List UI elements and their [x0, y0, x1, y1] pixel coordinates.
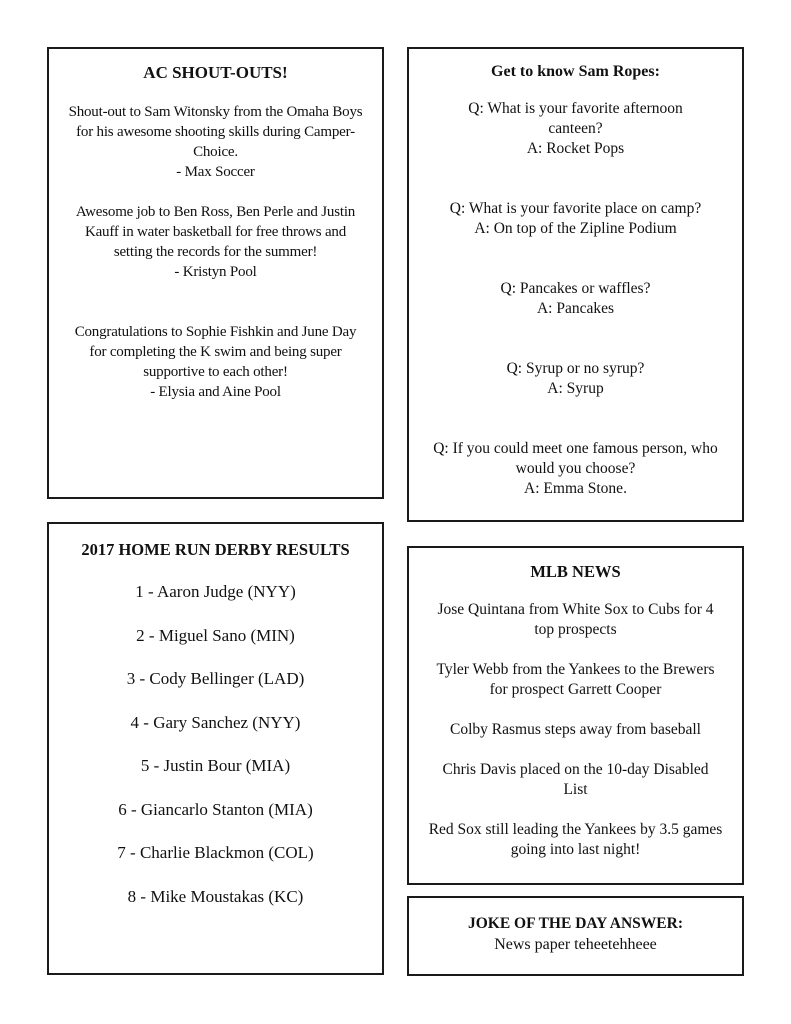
shoutout-line: Congratulations to Sophie Fishkin and June Day [74, 324, 357, 340]
news-line: top prospects [534, 621, 617, 638]
derby-result: 8 - Mike Moustakas (KC) [127, 886, 304, 906]
derby-result: 2 - Miguel Sano (MIN) [136, 625, 295, 645]
news-line: Chris Davis placed on the 10-day Disabled [442, 761, 709, 778]
mlb-news-box [407, 546, 744, 885]
question-line: Q: What is your favorite afternoon [468, 100, 683, 117]
shoutout-line: supportive to each other! [143, 364, 288, 380]
shoutout-line: Kauff in water basketball for free throws and [84, 224, 347, 240]
news-item [410, 760, 741, 800]
shoutout-line: Shout-out to Sam Witonsky from the Omaha Boys [68, 104, 363, 120]
derby-result: 6 - Giancarlo Stanton (MIA) [118, 799, 313, 819]
shoutout-entry [50, 322, 381, 402]
joke-box [407, 896, 744, 976]
answer: A: Pancakes [536, 300, 615, 317]
mlb-news-body [409, 600, 742, 860]
derby-result: 3 - Cody Bellinger (LAD) [126, 669, 305, 688]
shoutout-line: for completing the K swim and being super [89, 344, 342, 360]
news-line: Red Sox still leading the Yankees by 3.5 games [428, 821, 723, 838]
derby-result: 5 - Justin Bour (MIA) [140, 756, 291, 775]
qa-item [410, 99, 741, 159]
answer: A: Syrup [547, 380, 604, 397]
news-line: for prospect Garrett Cooper [489, 681, 662, 698]
news-line: List [563, 781, 588, 798]
qa-item [410, 279, 741, 319]
qa-item [410, 439, 741, 499]
derby-results-list [49, 582, 382, 930]
question-line: Q: If you could meet one famous person, who [433, 440, 718, 457]
derby-result: 4 - Gary Sanchez (NYY) [130, 712, 301, 732]
joke-title: JOKE OF THE DAY ANSWER: [467, 915, 684, 932]
question-line: Q: What is your favorite place on camp? [449, 200, 702, 217]
question-line: Q: Pancakes or waffles? [500, 280, 651, 297]
question-line: Q: Syrup or no syrup? [506, 360, 645, 377]
question-line: would you choose? [515, 460, 636, 477]
shoutouts-box [47, 47, 384, 499]
news-line: Tyler Webb from the Yankees to the Brewers [436, 661, 715, 678]
news-line: going into last night! [510, 841, 641, 858]
shoutout-signature: - Max Soccer [176, 164, 255, 180]
shoutout-signature: - Elysia and Aine Pool [150, 384, 281, 400]
news-line: Jose Quintana from White Sox to Cubs for 4 [437, 601, 714, 618]
derby-result: 1 - Aaron Judge (NYY) [135, 582, 296, 601]
derby-box [47, 522, 384, 975]
news-item [410, 820, 741, 860]
derby-result: 7 - Charlie Blackmon (COL) [117, 843, 314, 862]
shoutout-entry [50, 102, 381, 182]
ropes-body [409, 99, 742, 499]
shoutouts-title: AC SHOUT-OUTS! [143, 63, 288, 82]
shoutout-entry [50, 202, 381, 282]
ropes-title: Get to know Sam Ropes: [491, 63, 660, 80]
mlb-news-title: MLB NEWS [530, 562, 621, 581]
news-line: Colby Rasmus steps away from baseball [450, 721, 701, 738]
news-item [410, 660, 741, 700]
qa-item [410, 359, 741, 399]
shoutouts-body [49, 102, 382, 402]
ropes-box [407, 47, 744, 522]
shoutout-signature: - Kristyn Pool [174, 264, 257, 280]
answer: A: On top of the Zipline Podium [474, 220, 677, 237]
shoutout-line: Choice. [193, 144, 238, 160]
answer: A: Emma Stone. [524, 480, 627, 497]
shoutout-line: for his awesome shooting skills during Camper- [76, 124, 355, 140]
shoutout-line: Awesome job to Ben Ross, Ben Perle and Justin [75, 204, 356, 220]
question-line: canteen? [548, 120, 603, 137]
news-item [410, 600, 741, 640]
joke-answer: News paper teheetehheee [494, 936, 657, 953]
derby-title: 2017 HOME RUN DERBY RESULTS [81, 540, 350, 559]
answer: A: Rocket Pops [526, 140, 625, 157]
news-item [410, 720, 741, 740]
qa-item [410, 199, 741, 239]
shoutout-line: setting the records for the summer! [113, 244, 318, 260]
